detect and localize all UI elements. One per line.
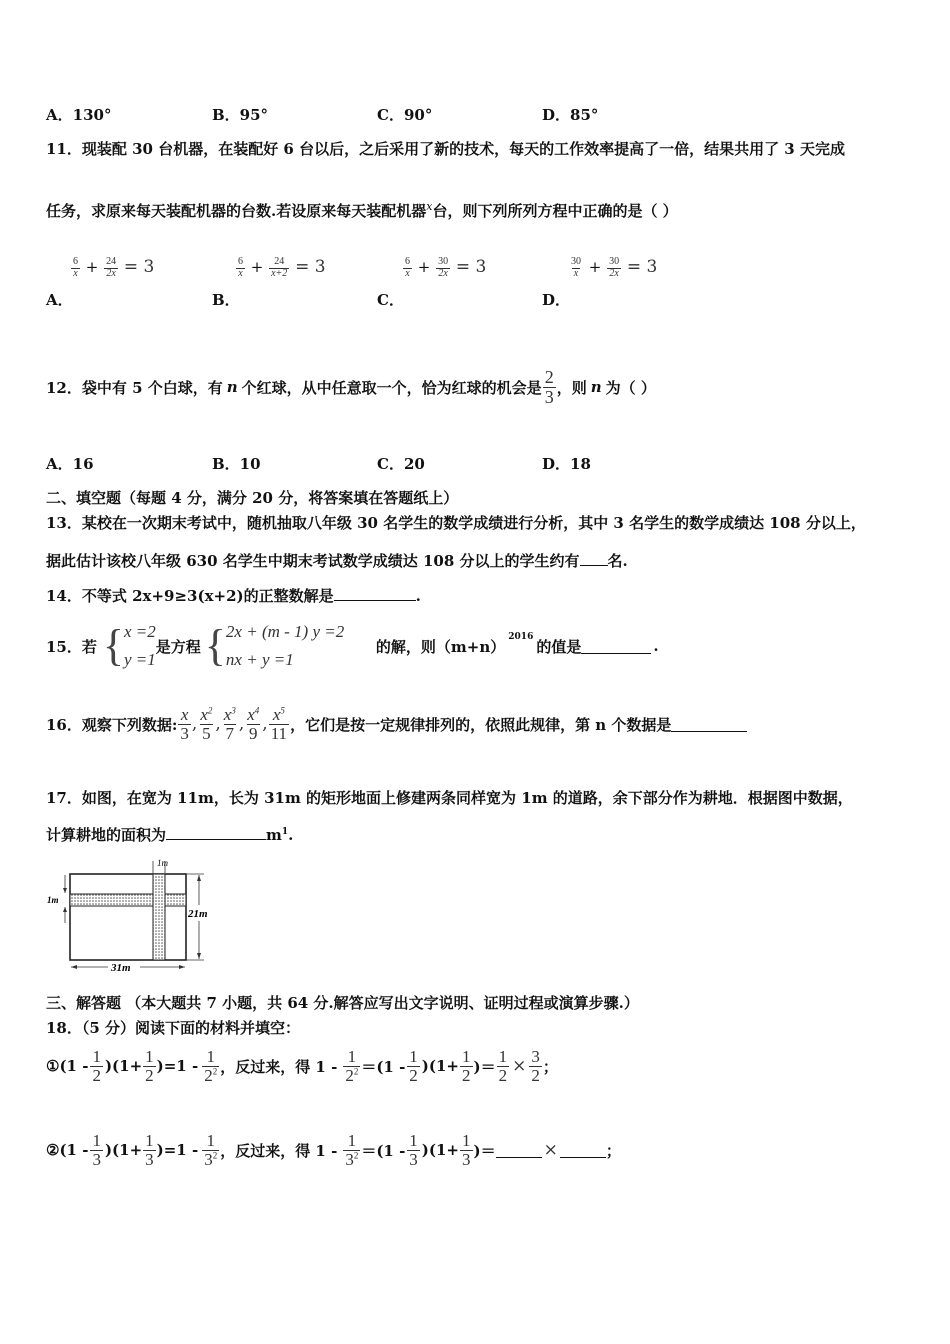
q17-unit-exp: 1 (281, 827, 289, 837)
q12-fraction: $\frac{2}{3}$ (544, 367, 554, 407)
q17-unit: m (266, 826, 282, 844)
q11-label-a: A． (46, 291, 73, 309)
q12-text-d: 为（ ） (605, 378, 656, 397)
q18-line1: ①(1 - $\frac{1}{2}$ )(1+ $\frac{1}{2}$ )=1 - $\frac{1}{2^2}$ ，反过来，得 1 - $\frac{1}{2^2}$ ＝(1 - $\frac{1}{2}$ )(1+ $\frac{1}{2}$ )＝ $\frac{1}{2}$ × $\frac{3}{2}$ ； (46, 1047, 558, 1085)
q16-term-1: $\frac{x}{3}$ (180, 705, 189, 743)
q15-label: 15．若 (46, 637, 97, 656)
q18-title: 18．（5 分）阅读下面的材料并填空： (46, 1019, 301, 1037)
q16-term-3: $\frac{x^3}{7}$ (223, 705, 236, 743)
q15-end: . (653, 637, 659, 655)
fig-label-top: 1m (157, 858, 168, 868)
q13-answer-blank[interactable] (580, 551, 608, 566)
q12-option-d: D．18 (542, 455, 591, 473)
q12-var-n: n (226, 378, 238, 397)
q17-field-figure (44, 855, 224, 977)
q11-eq-b: $\frac{6}{x}$ + $\frac{24}{x+2}$ = 3 (238, 256, 326, 279)
q15-mid: 是方程 (155, 637, 201, 656)
q11-var-x: x (426, 200, 433, 213)
section3-heading: 三、解答题 （本大题共 7 小题，共 64 分.解答应写出文字说明、证明过程或演算步骤.） (46, 994, 639, 1012)
q18-line2-start: ②(1 - (46, 1141, 89, 1160)
q12-var-n2: n (590, 378, 602, 397)
q14-text-b: . (415, 587, 421, 605)
q17-answer-blank[interactable] (166, 825, 266, 840)
q12-text-c: ，则 (556, 378, 587, 397)
q18-answer-blank-1[interactable] (496, 1143, 542, 1158)
q13-line2-b: 名. (607, 552, 628, 570)
q18-line1-start: ①(1 - (46, 1057, 89, 1076)
q18-answer-blank-2[interactable] (560, 1143, 606, 1158)
field-rect (70, 874, 186, 960)
vertical-road (153, 874, 165, 960)
q18-line2: ②(1 - $\frac{1}{3}$ )(1+ $\frac{1}{3}$ )=1 - $\frac{1}{3^2}$ ，反过来，得 1 - $\frac{1}{3^2}$ ＝(1 - $\frac{1}{3}$ )(1+ $\frac{1}{3}$ )＝ × ； (46, 1131, 621, 1169)
q12-question (46, 368, 656, 407)
q16-question: 16．观察下列数据: $\frac{x}{3}$ , $\frac{x^2}{5}$ , $\frac{x^3}{7}$ , $\frac{x^4}{9}$ , $\frac{x^5}{11}$ ，它们是按一定规律排列的，依照此规律，第 n 个数据是 (46, 706, 747, 743)
q15-solution-system: x =2 y =1 (124, 622, 156, 669)
q13-line1: 13．某校在一次期末考试中，随机抽取八年级 30 名学生的数学成绩进行分析，其中 3 名学生的数学成绩达 108 分以上， (46, 514, 866, 532)
q16-label: 16．观察下列数据: (46, 715, 178, 734)
section2-heading: 二、填空题（每题 4 分，满分 20 分，将答案填在答题纸上） (46, 489, 459, 507)
q15-text-b: 的解，则（m+n） (375, 637, 506, 656)
fig-label-bottom: 31m (111, 962, 131, 974)
q11-line2 (46, 200, 678, 221)
q15-text-c: 的值是 (536, 637, 582, 656)
q16-answer-blank[interactable] (671, 717, 747, 732)
q16-term-2: $\frac{x^2}{5}$ (200, 705, 213, 743)
fig-label-right: 21m (188, 908, 208, 920)
q17-end: . (288, 826, 294, 844)
q12-option-a: A．16 (46, 455, 94, 473)
q15-brace-right: { (204, 621, 226, 670)
q16-term-5: $\frac{x^5}{11}$ (270, 705, 288, 743)
q11-eq-d: $\frac{30}{x}$ + $\frac{30}{2x}$ = 3 (571, 256, 658, 279)
q15-equation-system: 2x + (m - 1) y =2 nx + y =1 (225, 622, 345, 669)
q15-answer-blank[interactable] (581, 639, 651, 654)
q14-question (46, 585, 421, 606)
q16-text-b: ，它们是按一定规律排列的，依照此规律，第 n 个数据是 (290, 715, 672, 734)
q10-option-b: B．95° (212, 106, 269, 124)
q16-term-4: $\frac{x^4}{9}$ (247, 705, 260, 743)
q11-line2-b: 台，则下列所列方程中正确的是（ ） (432, 202, 678, 220)
q11-line1: 11．现装配 30 台机器，在装配好 6 台以后，之后采用了新的技术，每天的工作效率提高了一倍，结果共用了 3 天完成 (46, 140, 845, 158)
q12-option-c: C．20 (377, 455, 425, 473)
q10-option-c: C．90° (377, 106, 433, 124)
q15-question (46, 618, 659, 674)
q11-label-c: C． (377, 291, 404, 309)
q15-exponent: 2016 (508, 632, 534, 642)
horizontal-road (70, 894, 186, 906)
q17-line1: 17．如图，在宽为 11m，长为 31m 的矩形地面上修建两条同样宽为 1m 的道路，余下部分作为耕地．根据图中数据， (46, 789, 853, 807)
q12-option-b: B．10 (212, 455, 261, 473)
q12-text-b: 个红球，从中任意取一个，恰为红球的机会是 (241, 378, 542, 397)
q14-text-a: 14．不等式 2x+9≥3(x+2)的正整数解是 (46, 587, 334, 605)
q14-answer-blank[interactable] (334, 586, 416, 601)
q11-label-b: B． (212, 291, 240, 309)
q11-line2-a: 任务，求原来每天装配机器的台数.若设原来每天装配机器 (46, 202, 427, 220)
q11-label-d: D． (542, 291, 571, 309)
q10-option-a: A．130° (46, 106, 112, 124)
q11-eq-a: $\frac{6}{x}$ + $\frac{24}{2x}$ = 3 (73, 256, 155, 279)
fig-label-left: 1m (47, 895, 59, 905)
q11-eq-c: $\frac{6}{x}$ + $\frac{30}{2x}$ = 3 (405, 256, 487, 279)
q13-line2 (46, 550, 628, 571)
q13-line2-a: 据此估计该校八年级 630 名学生中期末考试数学成绩达 108 分以上的学生约有 (46, 552, 580, 570)
q17-line2-a: 计算耕地的面积为 (46, 826, 167, 844)
q12-text-a: 12．袋中有 5 个白球，有 (46, 378, 223, 397)
q15-brace-left: { (102, 621, 124, 670)
q10-option-d: D．85° (542, 106, 599, 124)
q17-line2 (46, 824, 293, 845)
